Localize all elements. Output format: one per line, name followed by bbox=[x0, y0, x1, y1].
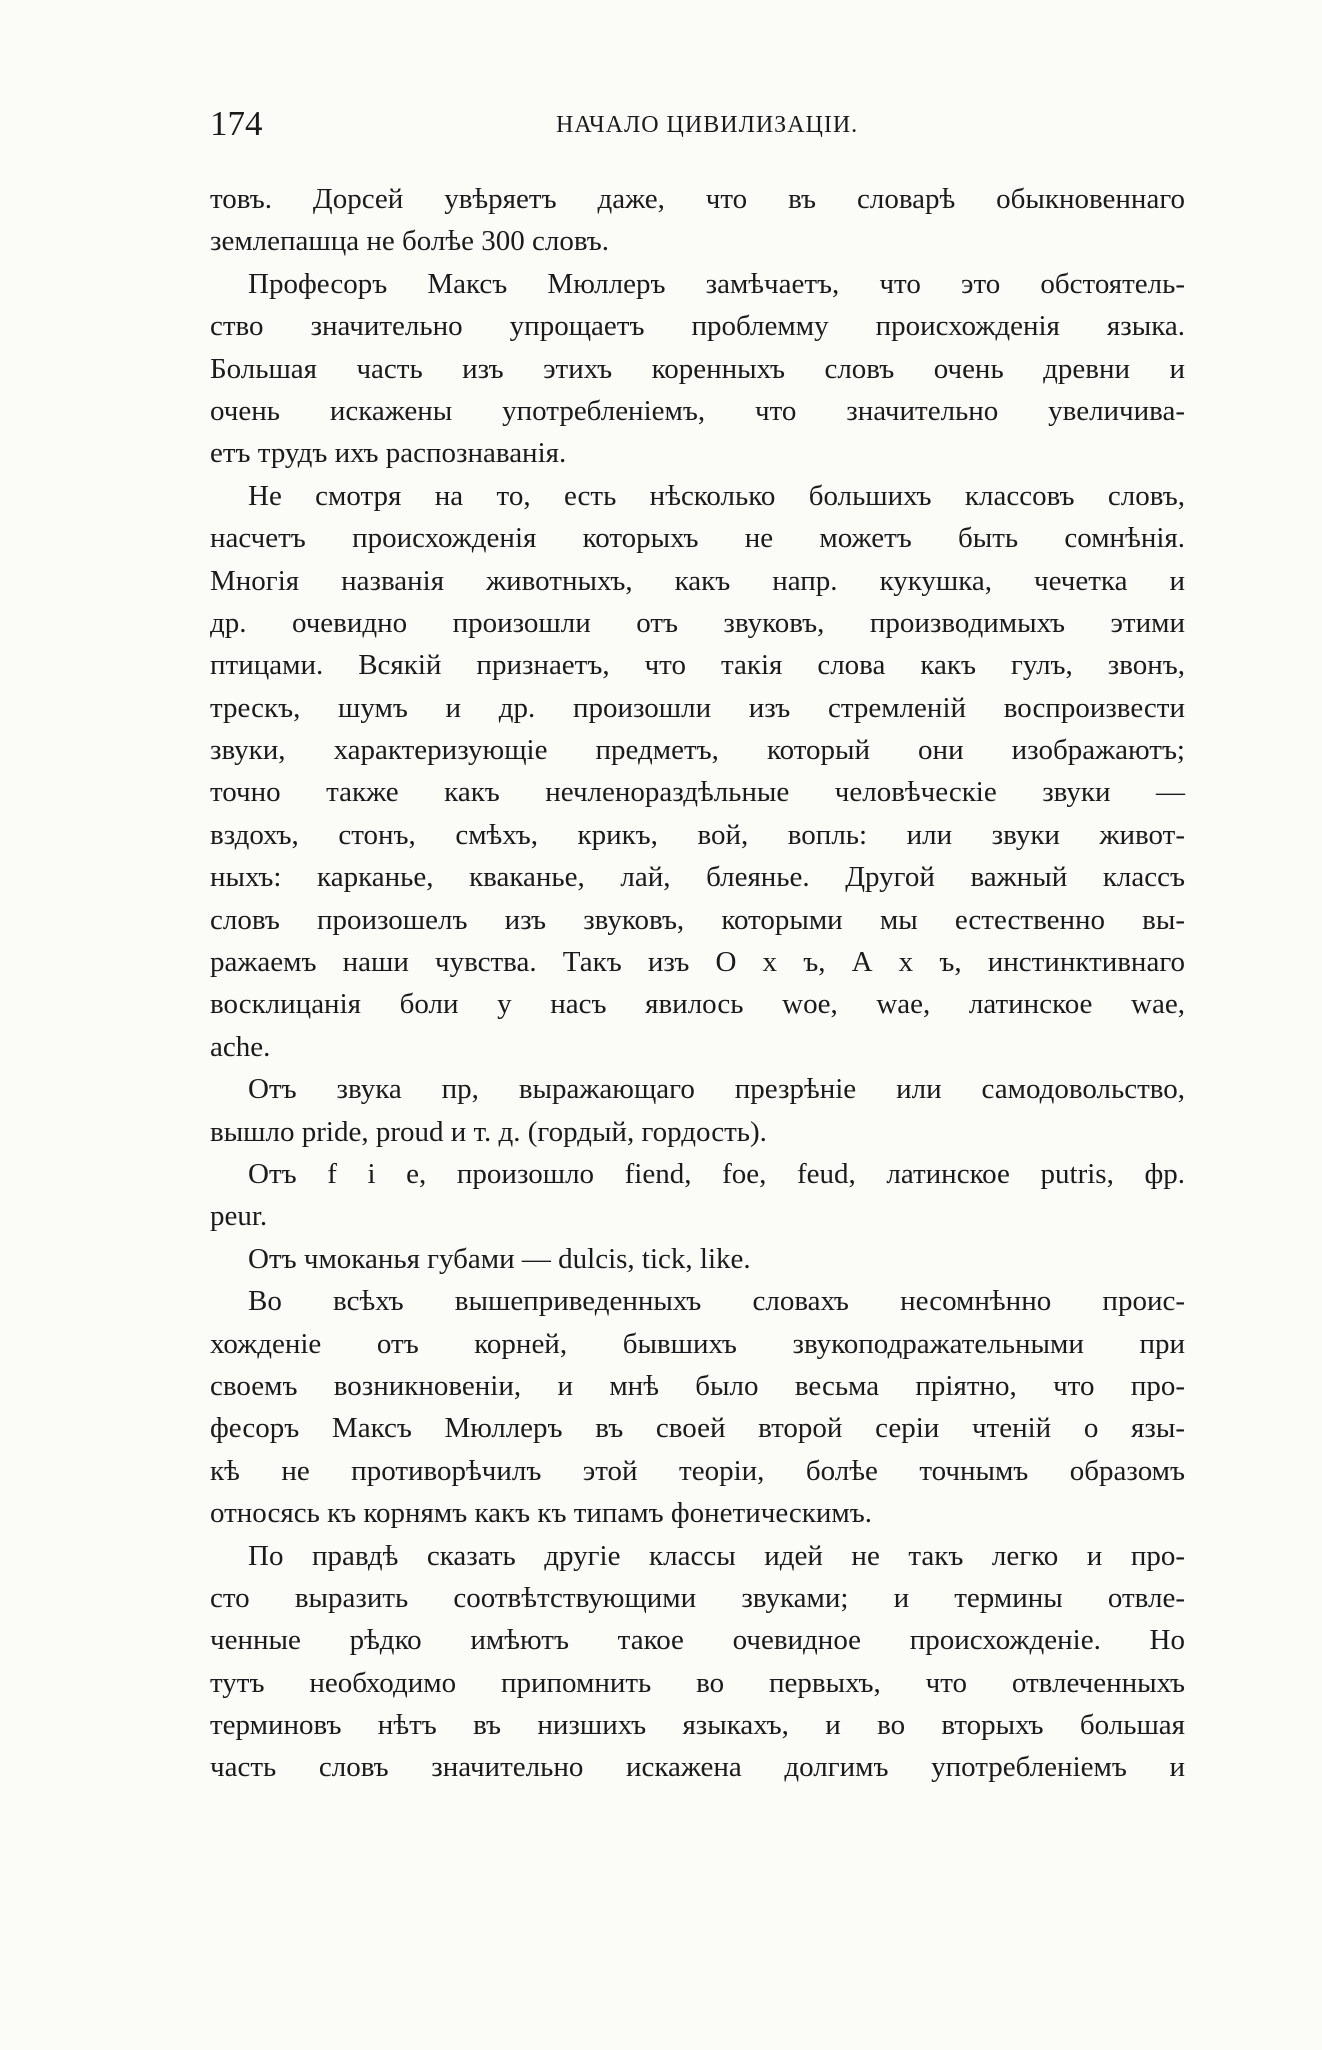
text-line: звуки, характеризующіе предметъ, который они изображаютъ; bbox=[210, 734, 1185, 767]
page-number: 174 bbox=[210, 104, 263, 143]
text-line: точно также какъ нечленораздѣльные человѣческіе звуки — bbox=[210, 776, 1185, 809]
text-line: трескъ, шумъ и др. произошли изъ стремленій воспроизвести bbox=[210, 691, 1185, 724]
text-line: сто выразить соотвѣтствующими звуками; и термины отвле- bbox=[210, 1581, 1185, 1614]
text-line: Отъ f i e, произошло fiend, foe, feud, латинское putris, фр. bbox=[248, 1157, 1185, 1190]
text-line: своемъ возникновеніи, и мнѣ было весьма пріятно, что про- bbox=[210, 1369, 1185, 1402]
text-line: хожденіе отъ корней, бывшихъ звукоподражательными при bbox=[210, 1327, 1185, 1360]
page-header bbox=[210, 104, 1210, 144]
text-line: ство значительно упрощаетъ проблемму происхожденія языка. bbox=[210, 310, 1185, 343]
text-line: восклицанія боли у насъ явилось woe, wae, латинское wae, bbox=[210, 988, 1185, 1021]
text-line: Професоръ Максъ Мюллеръ замѣчаетъ, что это обстоятель- bbox=[248, 267, 1185, 300]
text-line: терминовъ нѣтъ въ низшихъ языкахъ, и во вторыхъ большая bbox=[210, 1709, 1185, 1742]
text-line: товъ. Дорсей увѣряетъ даже, что въ словарѣ обыкновеннаго bbox=[210, 183, 1185, 215]
body-text bbox=[210, 178, 1185, 1789]
text-line: етъ трудъ ихъ распознаванія. bbox=[210, 437, 567, 470]
text-line: Отъ чмоканья губами — dulcis, tick, like. bbox=[248, 1242, 751, 1275]
text-line: вышло pride, proud и т. д. (гордый, гордость). bbox=[210, 1115, 767, 1148]
text-line: землепашца не болѣе 300 словъ. bbox=[210, 225, 610, 258]
running-title: НАЧАЛО ЦИВИЛИЗАЦІИ. bbox=[556, 112, 859, 138]
text-line: Многія названія животныхъ, какъ напр. кукушка, чечетка и bbox=[210, 564, 1185, 597]
text-line: фесоръ Максъ Мюллеръ въ своей второй серіи чтеній о язы- bbox=[210, 1412, 1185, 1445]
text-line: ныхъ: карканье, кваканье, лай, блеянье. Другой важный классъ bbox=[210, 861, 1185, 894]
text-line: По правдѣ сказать другіе классы идей не такъ легко и про- bbox=[248, 1539, 1185, 1572]
text-line: ражаемъ наши чувства. Такъ изъ О х ъ, А х ъ, инстинктивнаго bbox=[210, 946, 1185, 979]
text-line: относясь къ корнямъ какъ къ типамъ фонетическимъ. bbox=[210, 1497, 873, 1530]
text-line: ченные рѣдко имѣютъ такое очевидное происхожденіе. Но bbox=[210, 1624, 1185, 1657]
text-line: Не смотря на то, есть нѣсколько большихъ классовъ словъ, bbox=[248, 479, 1185, 512]
text-line: часть словъ значительно искажена долгимъ употребленіемъ и bbox=[210, 1751, 1185, 1784]
text-line: др. очевидно произошли отъ звуковъ, производимыхъ этими bbox=[210, 606, 1185, 639]
text-line: Большая часть изъ этихъ коренныхъ словъ очень древни и bbox=[210, 352, 1185, 385]
text-line: словъ произошелъ изъ звуковъ, которыми мы естественно вы- bbox=[210, 903, 1185, 936]
text-line: насчетъ происхожденія которыхъ не можетъ быть сомнѣнія. bbox=[210, 522, 1185, 555]
text-line: peur. bbox=[210, 1200, 268, 1233]
text-line: Отъ звука пр, выражающаго презрѣніе или самодовольство, bbox=[248, 1073, 1185, 1106]
text-line: кѣ не противорѣчилъ этой теоріи, болѣе точнымъ образомъ bbox=[210, 1454, 1185, 1487]
text-line: тутъ необходимо припомнить во первыхъ, что отвлеченныхъ bbox=[210, 1666, 1185, 1699]
text-line: очень искажены употребленіемъ, что значительно увеличива- bbox=[210, 394, 1185, 427]
text-line: Во всѣхъ вышеприведенныхъ словахъ несомнѣнно проис- bbox=[248, 1285, 1185, 1318]
text-line: ache. bbox=[210, 1030, 271, 1063]
text-line: птицами. Всякій признаетъ, что такія слова какъ гулъ, звонъ, bbox=[210, 649, 1185, 682]
text-line: вздохъ, стонъ, смѣхъ, крикъ, вой, вопль: или звуки живот- bbox=[210, 818, 1185, 851]
